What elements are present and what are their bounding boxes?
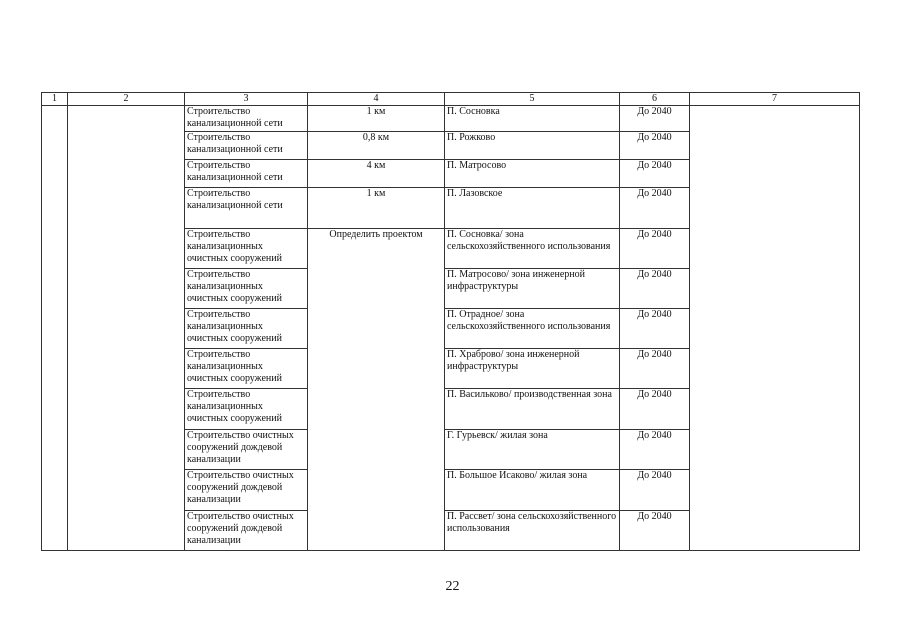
cell-location: П. Лазовское <box>445 188 620 229</box>
cell-work: Строительство канализационной сети <box>185 188 308 229</box>
column-header: 6 <box>620 93 690 106</box>
column-header: 4 <box>308 93 445 106</box>
cell-length: 1 км <box>308 106 445 132</box>
table-row <box>42 106 860 132</box>
cell-col1 <box>42 106 68 551</box>
cell-work: Строительство канализационной сети <box>185 160 308 188</box>
cell-work: Строительство канализационных очистных сооружений <box>185 229 308 269</box>
cell-work: Строительство канализационных очистных сооружений <box>185 389 308 430</box>
page-number: 22 <box>445 579 460 594</box>
header-row <box>42 93 860 106</box>
cell-location: П. Отрадное/ зона сельскохозяйственного использования <box>445 309 620 349</box>
cell-work: Строительство очистных сооружений дождевой канализации <box>185 470 308 511</box>
cell-deadline: До 2040 <box>620 188 690 229</box>
cell-location: П. Храброво/ зона инженерной инфраструктуры <box>445 349 620 389</box>
cell-length: 0,8 км <box>308 132 445 160</box>
cell-work: Строительство канализационных очистных сооружений <box>185 269 308 309</box>
cell-location: П. Рассвет/ зона сельскохозяйственного использования <box>445 511 620 551</box>
cell-col2 <box>68 106 185 551</box>
cell-work: Строительство очистных сооружений дождевой канализации <box>185 511 308 551</box>
column-header: 7 <box>690 93 860 106</box>
cell-work: Строительство канализационной сети <box>185 132 308 160</box>
cell-deadline: До 2040 <box>620 106 690 132</box>
column-header: 2 <box>68 93 185 106</box>
cell-deadline: До 2040 <box>620 349 690 389</box>
cell-location: П. Матросово <box>445 160 620 188</box>
cell-deadline: До 2040 <box>620 430 690 470</box>
cell-location: П. Васильково/ производственная зона <box>445 389 620 430</box>
cell-deadline: До 2040 <box>620 511 690 551</box>
cell-length: 4 км <box>308 160 445 188</box>
infrastructure-table <box>41 92 860 551</box>
cell-location: Г. Гурьевск/ жилая зона <box>445 430 620 470</box>
cell-work: Строительство очистных сооружений дождевой канализации <box>185 430 308 470</box>
cell-deadline: До 2040 <box>620 309 690 349</box>
column-header: 3 <box>185 93 308 106</box>
cell-deadline: До 2040 <box>620 389 690 430</box>
cell-location: П. Большое Исаково/ жилая зона <box>445 470 620 511</box>
cell-location: П. Сосновка/ зона сельскохозяйственного использования <box>445 229 620 269</box>
cell-location: П. Матросово/ зона инженерной инфраструктуры <box>445 269 620 309</box>
cell-length: Определить проектом <box>308 229 445 551</box>
cell-location: П. Рожково <box>445 132 620 160</box>
column-header: 5 <box>445 93 620 106</box>
cell-deadline: До 2040 <box>620 132 690 160</box>
cell-deadline: До 2040 <box>620 229 690 269</box>
cell-location: П. Сосновка <box>445 106 620 132</box>
cell-work: Строительство канализационных очистных сооружений <box>185 309 308 349</box>
cell-deadline: До 2040 <box>620 160 690 188</box>
cell-deadline: До 2040 <box>620 470 690 511</box>
cell-work: Строительство канализационных очистных сооружений <box>185 349 308 389</box>
cell-length: 1 км <box>308 188 445 229</box>
cell-deadline: До 2040 <box>620 269 690 309</box>
cell-work: Строительство канализационной сети <box>185 106 308 132</box>
cell-col7 <box>690 106 860 551</box>
column-header: 1 <box>42 93 68 106</box>
